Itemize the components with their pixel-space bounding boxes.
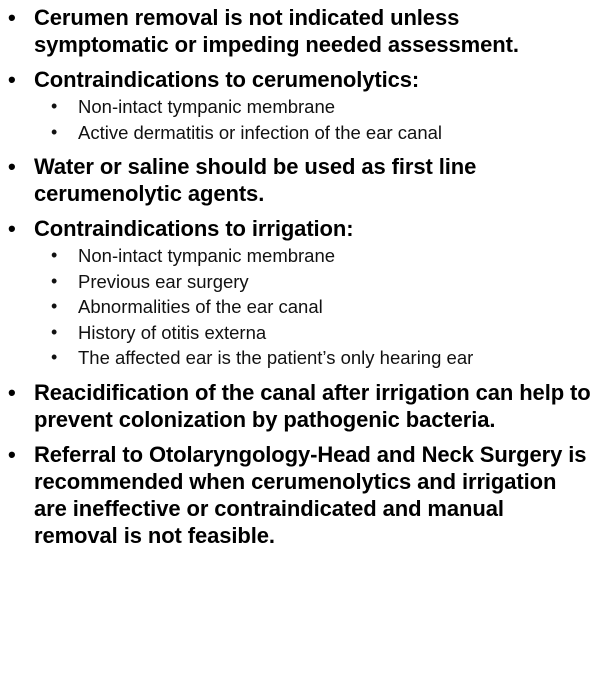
sub-bullet-item [34,94,593,120]
sub-bullet-item [34,345,593,371]
sub-bullet-item [34,294,593,320]
sub-bullet-text: The affected ear is the patient’s only hearing ear [78,347,474,368]
sub-bullet-item [34,269,593,295]
sub-bullet-text: Active dermatitis or infection of the ear canal [78,121,443,143]
sub-bullet-icon: • [51,347,58,367]
bullet-item-referral [8,441,593,549]
bullet-text: Contraindications to cerumenolytics: [34,67,420,92]
bullet-item-contraindications-cerumenolytics [8,66,593,145]
bullet-item-cerumen-removal [8,4,593,58]
bullet-icon: • [8,379,16,405]
bullet-icon: • [8,67,16,92]
bullet-icon: • [8,154,16,179]
bullet-icon: • [8,5,16,30]
bullet-item-reacidification [8,379,593,433]
sub-bullet-icon: • [51,321,58,342]
sub-bullet-item [34,243,593,269]
sub-bullet-text: History of otitis externa [78,321,267,343]
sub-bullet-text: Previous ear surgery [78,270,249,292]
bullet-icon: • [8,441,16,467]
bullet-list [8,4,593,549]
bullet-text: Contraindications to irrigation: [34,216,354,241]
sub-bullet-item [34,120,593,146]
sub-bullet-icon: • [51,245,58,265]
sub-bullet-item [34,320,593,346]
sub-bullet-icon: • [51,96,58,116]
sub-bullet-list [34,94,593,145]
bullet-text: Cerumen removal is not indicated unless symptomatic or impeding needed assessment. [34,5,519,57]
bullet-text: Reacidification of the canal after irrigation can help to prevent colonization by pathogenic bacteria. [34,379,591,432]
bullet-item-water-saline [8,153,593,207]
sub-bullet-text: Abnormalities of the ear canal [78,296,323,317]
sub-bullet-list [34,243,593,371]
bullet-icon: • [8,216,16,241]
bullet-text: Referral to Otolaryngology-Head and Neck Surgery is recommended when cerumenolytics and irrigation are ineffective or contraindicated and manual removal is not feasible. [34,441,587,548]
bullet-text: Water or saline should be used as first line cerumenolytic agents. [34,154,477,206]
sub-bullet-icon: • [51,270,58,291]
sub-bullet-icon: • [51,121,58,142]
sub-bullet-icon: • [51,296,58,316]
sub-bullet-text: Non-intact tympanic membrane [78,245,336,266]
sub-bullet-text: Non-intact tympanic membrane [78,96,336,117]
bullet-item-contraindications-irrigation [8,215,593,371]
